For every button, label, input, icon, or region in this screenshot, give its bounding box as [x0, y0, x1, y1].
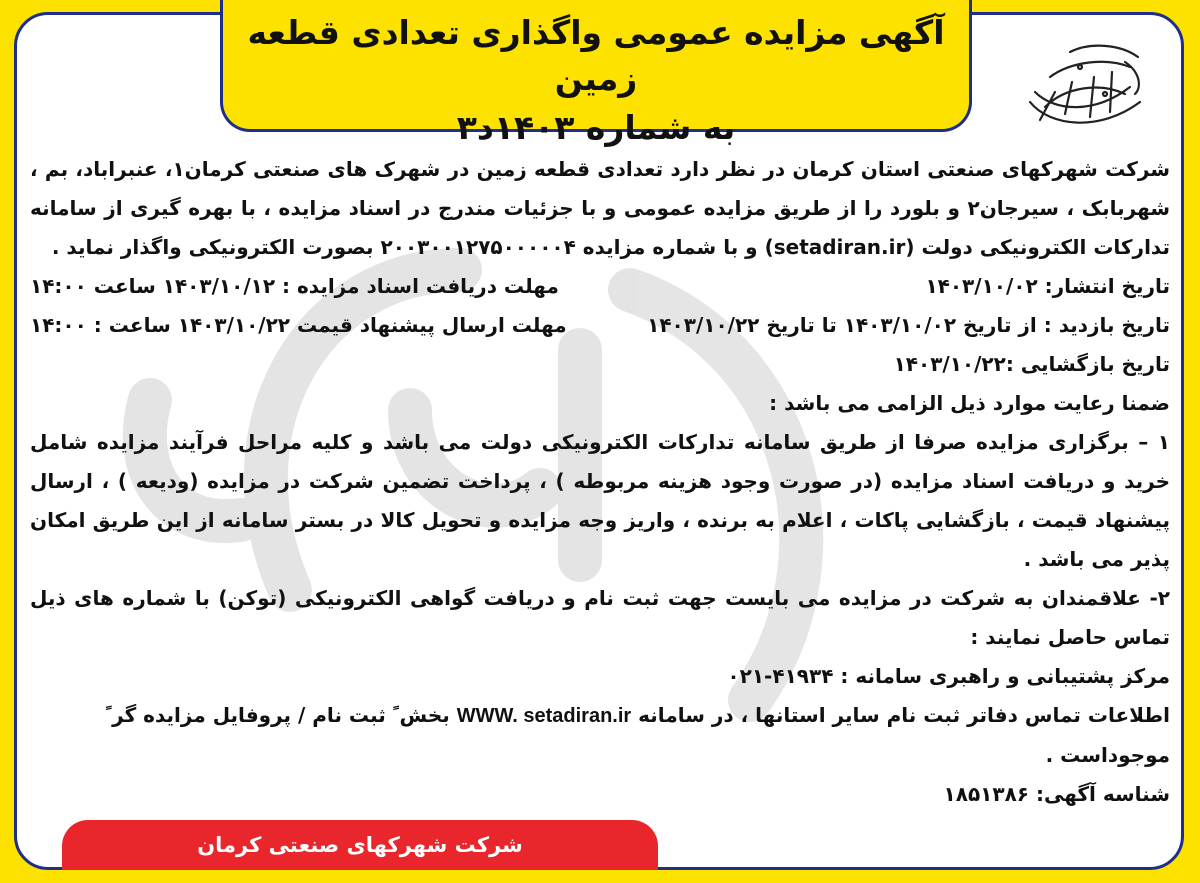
ad-id: شناسه آگهی: ۱۸۵۱۳۸۶ [943, 782, 1170, 806]
contact-text-start: اطلاعات تماس دفاتر ثبت نام سایر استانها ، در سامانه [638, 703, 1170, 727]
opening-date: تاریخ بازگشایی :۱۴۰۳/۱۰/۲۲ [893, 352, 1170, 376]
dates-row-2 [30, 306, 1170, 345]
support-center: مرکز پشتیبانی و راهبری سامانه : ۴۱۹۳۴-۰۲۱ [727, 664, 1170, 688]
requirement-item-2: ۲- علاقمندان به شرکت در مزایده می بایست جهت ثبت نام و دریافت گواهی الکترونیکی (توکن) با شماره های ذیل تماس حاصل نمایند : [30, 586, 1170, 649]
contact-text-end: بخش ً ثبت نام / پروفایل مزایده گر ً موجوداست . [105, 703, 1170, 767]
title-banner [220, 0, 972, 147]
contact-info [30, 696, 1170, 775]
calligraphic-logo-icon [1010, 32, 1160, 142]
intro-paragraph: شرکت شهرکهای صنعتی استان کرمان در نظر دارد تعدادی قطعه زمین در شهرک های صنعتی کرمان۱، عنبراباد، بم ، شهربابک ، سیرجان۲ و بلورد را از طریق مزایده عمومی و با جزئیات مندرج در اسناد مزایده ، با بهره گیری از سامانه تدارکات الکترونیکی دولت (setadiran.ir) و با شماره مزایده ۲۰۰۳۰۰۱۲۷۵۰۰۰۰۰۴ بصورت الکترونیکی واگذار نماید . [30, 157, 1170, 259]
footer-company-banner [62, 820, 658, 870]
requirement-item-1: ۱ – برگزاری مزایده صرفا از طریق سامانه تدارکات الکترونیکی دولت می باشد و کلیه مراحل فرآیند مزایده شامل خرید و دریافت اسناد مزایده (در صورت وجود هزینه مربوطه ) ، پرداخت تضمین شرکت در مزایده (ودیعه ) ، ارسال پیشنهاد قیمت ، بازگشایی پاکات ، اعلام به برنده ، واریز وجه مزایده و تحویل کالا در بستر سامانه از این طریق امکان پذیر می باشد . [30, 430, 1170, 571]
offer-deadline: مهلت ارسال پیشنهاد قیمت ۱۴۰۳/۱۰/۲۲ ساعت : ۱۴:۰۰ [30, 313, 567, 337]
dates-row-1 [30, 267, 1170, 306]
setadiran-link[interactable]: WWW. setadiran.ir [456, 705, 632, 727]
publish-date: تاریخ انتشار: ۱۴۰۳/۱۰/۰۲ [925, 274, 1170, 298]
visit-date: تاریخ بازدید : از تاریخ ۱۴۰۳/۱۰/۰۲ تا تاریخ ۱۴۰۳/۱۰/۲۲ [647, 313, 1170, 337]
footer-company-name: شرکت شهرکهای صنعتی کرمان [197, 833, 523, 857]
page-title: آگهی مزایده عمومی واگذاری تعدادی قطعه زمین [247, 13, 945, 98]
requirements-intro: ضمنا رعایت موارد ذیل الزامی می باشد : [769, 391, 1170, 415]
notice-body [30, 150, 1170, 814]
docs-deadline: مهلت دریافت اسناد مزایده : ۱۴۰۳/۱۰/۱۲ ساعت ۱۴:۰۰ [30, 274, 559, 298]
auction-number: به شماره ۱۴۰۳د۳ [456, 108, 736, 147]
